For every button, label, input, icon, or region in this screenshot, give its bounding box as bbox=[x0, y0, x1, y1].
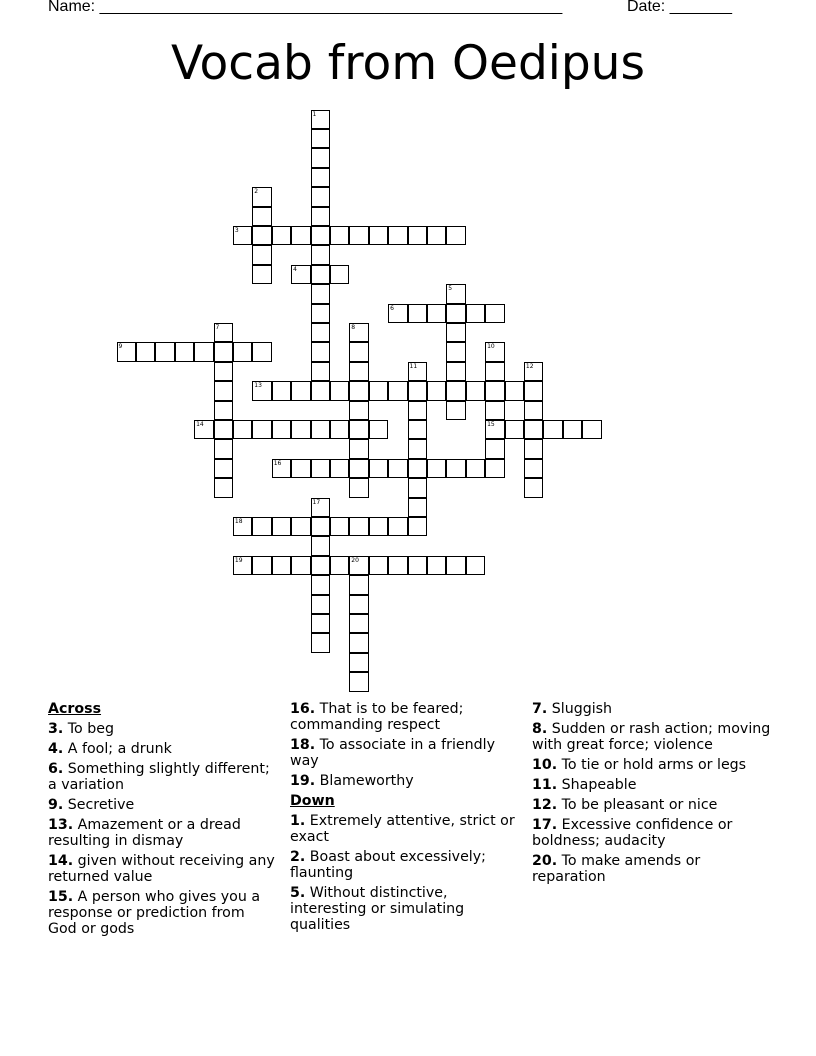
grid-cell[interactable] bbox=[311, 556, 331, 576]
grid-cell[interactable] bbox=[446, 381, 466, 401]
clue-text: To be pleasant or nice bbox=[557, 797, 718, 813]
grid-cell[interactable] bbox=[349, 362, 369, 382]
grid-cell[interactable] bbox=[311, 633, 331, 653]
grid-cell[interactable] bbox=[214, 342, 234, 362]
grid-cell[interactable] bbox=[311, 187, 331, 207]
grid-cell[interactable] bbox=[446, 342, 466, 362]
grid-cell[interactable] bbox=[214, 323, 234, 343]
clue-number: 7. bbox=[532, 701, 548, 717]
cell-number: 17 bbox=[312, 498, 321, 506]
clue-text: A fool; a drunk bbox=[63, 741, 172, 757]
grid-cell[interactable] bbox=[311, 168, 331, 188]
grid-cell[interactable] bbox=[330, 265, 350, 285]
clue-column-1 bbox=[48, 701, 276, 941]
clue-number: 9. bbox=[48, 797, 64, 813]
grid-cell[interactable] bbox=[505, 420, 525, 440]
grid-cell[interactable] bbox=[252, 187, 272, 207]
grid-cell[interactable] bbox=[291, 556, 311, 576]
grid-cell[interactable] bbox=[349, 342, 369, 362]
grid-cell[interactable] bbox=[330, 459, 350, 479]
clue-item bbox=[532, 701, 772, 717]
grid-cell[interactable] bbox=[349, 226, 369, 246]
grid-cell[interactable] bbox=[272, 459, 292, 479]
grid-cell[interactable] bbox=[349, 381, 369, 401]
clue-text: Secretive bbox=[63, 797, 135, 813]
grid-cell[interactable] bbox=[233, 342, 253, 362]
clue-item bbox=[48, 741, 276, 757]
clue-item bbox=[290, 813, 518, 845]
down-clue-list bbox=[290, 813, 518, 933]
grid-cell[interactable] bbox=[291, 517, 311, 537]
cell-number: 3 bbox=[234, 226, 239, 234]
grid-cell[interactable] bbox=[349, 614, 369, 634]
cell-number: 19 bbox=[234, 556, 243, 564]
clue-item bbox=[48, 721, 276, 737]
cell-number: 15 bbox=[487, 420, 495, 428]
grid-cell[interactable] bbox=[485, 459, 505, 479]
grid-cell[interactable] bbox=[408, 517, 428, 537]
grid-cell[interactable] bbox=[214, 362, 234, 382]
grid-cell[interactable] bbox=[291, 420, 311, 440]
grid-cell[interactable] bbox=[408, 478, 428, 498]
grid-cell[interactable] bbox=[291, 381, 311, 401]
clue-number: 3. bbox=[48, 721, 64, 737]
cell-number: 8 bbox=[351, 323, 356, 331]
cell-number: 14 bbox=[196, 420, 204, 428]
clue-item bbox=[290, 849, 518, 881]
grid-cell[interactable] bbox=[563, 420, 583, 440]
clue-text: Sluggish bbox=[547, 701, 613, 717]
grid-cell[interactable] bbox=[214, 420, 234, 440]
grid-cell[interactable] bbox=[543, 420, 563, 440]
cell-number: 11 bbox=[409, 362, 418, 370]
grid-cell[interactable] bbox=[330, 517, 350, 537]
grid-cell[interactable] bbox=[311, 342, 331, 362]
clue-item bbox=[290, 737, 518, 769]
grid-cell[interactable] bbox=[408, 362, 428, 382]
clue-number: 4. bbox=[48, 741, 64, 757]
grid-cell[interactable] bbox=[466, 459, 486, 479]
grid-cell[interactable] bbox=[408, 459, 428, 479]
grid-cell[interactable] bbox=[311, 381, 331, 401]
grid-cell[interactable] bbox=[233, 556, 253, 576]
grid-cell[interactable] bbox=[194, 420, 214, 440]
grid-cell[interactable] bbox=[311, 323, 331, 343]
grid-cell[interactable] bbox=[117, 342, 137, 362]
clue-item bbox=[48, 817, 276, 849]
down-clue-list-continued bbox=[532, 701, 772, 885]
grid-cell[interactable] bbox=[311, 265, 331, 285]
grid-cell[interactable] bbox=[252, 381, 272, 401]
grid-cell[interactable] bbox=[330, 226, 350, 246]
page-title: Vocab from Oedipus bbox=[171, 36, 645, 91]
grid-cell[interactable] bbox=[369, 420, 389, 440]
clue-item bbox=[48, 761, 276, 793]
grid-cell[interactable] bbox=[524, 401, 544, 421]
cell-number: 2 bbox=[254, 188, 259, 196]
grid-cell[interactable] bbox=[446, 556, 466, 576]
cell-number: 1 bbox=[312, 110, 317, 118]
grid-cell[interactable] bbox=[369, 226, 389, 246]
grid-cell[interactable] bbox=[214, 439, 234, 459]
grid-cell[interactable] bbox=[311, 304, 331, 324]
clue-text: given without receiving any returned value bbox=[48, 853, 275, 885]
grid-cell[interactable] bbox=[136, 342, 156, 362]
clue-number: 10. bbox=[532, 757, 558, 773]
grid-cell[interactable] bbox=[311, 362, 331, 382]
clue-item bbox=[48, 797, 276, 813]
cell-number: 10 bbox=[487, 343, 495, 351]
grid-cell[interactable] bbox=[291, 226, 311, 246]
grid-cell[interactable] bbox=[291, 459, 311, 479]
clue-number: 19. bbox=[290, 773, 316, 789]
grid-cell[interactable] bbox=[349, 653, 369, 673]
grid-cell[interactable] bbox=[311, 614, 331, 634]
grid-cell[interactable] bbox=[349, 439, 369, 459]
grid-cell[interactable] bbox=[446, 226, 466, 246]
clue-text: Extremely attentive, strict or exact bbox=[290, 813, 515, 845]
grid-cell[interactable] bbox=[214, 381, 234, 401]
clue-number: 6. bbox=[48, 761, 64, 777]
grid-cell[interactable] bbox=[252, 207, 272, 227]
grid-cell[interactable] bbox=[233, 226, 253, 246]
clue-text: Blameworthy bbox=[315, 773, 414, 789]
grid-cell[interactable] bbox=[485, 401, 505, 421]
grid-cell[interactable] bbox=[214, 459, 234, 479]
clue-text: To make amends or reparation bbox=[532, 853, 701, 885]
grid-cell[interactable] bbox=[233, 517, 253, 537]
clue-item bbox=[532, 721, 772, 753]
grid-cell[interactable] bbox=[408, 420, 428, 440]
grid-cell[interactable] bbox=[291, 265, 311, 285]
grid-cell[interactable] bbox=[252, 420, 272, 440]
grid-cell[interactable] bbox=[311, 595, 331, 615]
grid-cell[interactable] bbox=[408, 401, 428, 421]
grid-cell[interactable] bbox=[311, 459, 331, 479]
grid-cell[interactable] bbox=[446, 323, 466, 343]
grid-cell[interactable] bbox=[466, 556, 486, 576]
clue-number: 8. bbox=[532, 721, 548, 737]
grid-cell[interactable] bbox=[485, 304, 505, 324]
clue-number: 5. bbox=[290, 885, 306, 901]
grid-cell[interactable] bbox=[272, 517, 292, 537]
clue-text: That is to be feared; commanding respect bbox=[290, 701, 464, 733]
across-clue-list-continued bbox=[290, 701, 518, 789]
grid-cell[interactable] bbox=[311, 148, 331, 168]
clue-item bbox=[290, 701, 518, 733]
clue-number: 2. bbox=[290, 849, 306, 865]
grid-cell[interactable] bbox=[524, 459, 544, 479]
grid-cell[interactable] bbox=[311, 536, 331, 556]
cell-number: 9 bbox=[118, 343, 123, 351]
clue-item bbox=[290, 885, 518, 933]
grid-cell[interactable] bbox=[311, 284, 331, 304]
grid-cell[interactable] bbox=[272, 420, 292, 440]
clue-text: To beg bbox=[63, 721, 114, 737]
clue-number: 13. bbox=[48, 817, 74, 833]
grid-cell[interactable] bbox=[214, 478, 234, 498]
grid-cell[interactable] bbox=[446, 401, 466, 421]
grid-cell[interactable] bbox=[388, 226, 408, 246]
clue-number: 18. bbox=[290, 737, 316, 753]
name-field: Name: ____________________________________________________ bbox=[48, 0, 563, 15]
grid-cell[interactable] bbox=[408, 498, 428, 518]
grid-cell[interactable] bbox=[408, 304, 428, 324]
grid-cell[interactable] bbox=[349, 478, 369, 498]
grid-cell[interactable] bbox=[369, 556, 389, 576]
grid-cell[interactable] bbox=[388, 304, 408, 324]
grid-cell[interactable] bbox=[349, 575, 369, 595]
clue-number: 11. bbox=[532, 777, 558, 793]
grid-cell[interactable] bbox=[408, 556, 428, 576]
clue-text: Something slightly different; a variation bbox=[48, 761, 270, 793]
grid-cell[interactable] bbox=[408, 226, 428, 246]
grid-cell[interactable] bbox=[388, 459, 408, 479]
grid-cell[interactable] bbox=[252, 226, 272, 246]
grid-cell[interactable] bbox=[349, 459, 369, 479]
grid-cell[interactable] bbox=[446, 362, 466, 382]
clue-text: To associate in a friendly way bbox=[290, 737, 495, 769]
clue-item bbox=[532, 817, 772, 849]
grid-cell[interactable] bbox=[349, 420, 369, 440]
grid-cell[interactable] bbox=[446, 284, 466, 304]
grid-cell[interactable] bbox=[214, 401, 234, 421]
clue-item bbox=[532, 797, 772, 813]
clue-item bbox=[532, 757, 772, 773]
grid-cell[interactable] bbox=[311, 420, 331, 440]
cell-number: 13 bbox=[254, 382, 262, 390]
grid-cell[interactable] bbox=[311, 498, 331, 518]
clue-item bbox=[532, 853, 772, 885]
grid-cell[interactable] bbox=[369, 381, 389, 401]
grid-cell[interactable] bbox=[252, 342, 272, 362]
clue-text: To tie or hold arms or legs bbox=[557, 757, 747, 773]
grid-cell[interactable] bbox=[194, 342, 214, 362]
clue-column-2 bbox=[290, 701, 518, 937]
grid-cell[interactable] bbox=[369, 517, 389, 537]
grid-cell[interactable] bbox=[349, 517, 369, 537]
grid-cell[interactable] bbox=[485, 381, 505, 401]
grid-cell[interactable] bbox=[349, 556, 369, 576]
grid-cell[interactable] bbox=[485, 342, 505, 362]
cell-number: 18 bbox=[234, 517, 243, 525]
clue-item bbox=[48, 889, 276, 937]
clue-text: Excessive confidence or boldness; audacity bbox=[532, 817, 733, 849]
cell-number: 4 bbox=[293, 265, 297, 273]
across-clue-list bbox=[48, 721, 276, 937]
grid-cell[interactable] bbox=[505, 381, 525, 401]
clue-number: 12. bbox=[532, 797, 558, 813]
clue-number: 14. bbox=[48, 853, 74, 869]
grid-cell[interactable] bbox=[252, 556, 272, 576]
clue-text: Amazement or a dread resulting in dismay bbox=[48, 817, 241, 849]
clue-number: 17. bbox=[532, 817, 558, 833]
grid-cell[interactable] bbox=[408, 381, 428, 401]
clue-text: Without distinctive, interesting or simulating qualities bbox=[290, 885, 465, 933]
grid-cell[interactable] bbox=[311, 207, 331, 227]
grid-cell[interactable] bbox=[427, 226, 447, 246]
clue-column-3 bbox=[532, 701, 772, 889]
grid-cell[interactable] bbox=[349, 323, 369, 343]
cell-number: 12 bbox=[525, 362, 534, 370]
clue-number: 20. bbox=[532, 853, 558, 869]
clue-number: 16. bbox=[290, 701, 316, 717]
grid-cell[interactable] bbox=[252, 265, 272, 285]
grid-cell[interactable] bbox=[175, 342, 195, 362]
grid-cell[interactable] bbox=[349, 401, 369, 421]
grid-cell[interactable] bbox=[311, 245, 331, 265]
grid-cell[interactable] bbox=[311, 226, 331, 246]
cell-number: 6 bbox=[390, 304, 394, 312]
grid-cell[interactable] bbox=[330, 420, 350, 440]
grid-cell[interactable] bbox=[349, 672, 369, 692]
grid-cell[interactable] bbox=[233, 420, 253, 440]
grid-cell[interactable] bbox=[272, 556, 292, 576]
cell-number: 20 bbox=[351, 556, 359, 564]
clue-number: 15. bbox=[48, 889, 74, 905]
grid-cell[interactable] bbox=[272, 381, 292, 401]
cell-number: 16 bbox=[273, 459, 282, 467]
cell-number: 5 bbox=[448, 285, 453, 293]
grid-cell[interactable] bbox=[466, 304, 486, 324]
grid-cell[interactable] bbox=[408, 439, 428, 459]
grid-cell[interactable] bbox=[369, 459, 389, 479]
grid-cell[interactable] bbox=[252, 245, 272, 265]
grid-cell[interactable] bbox=[349, 633, 369, 653]
clue-text: Sudden or rash action; moving with great force; violence bbox=[532, 721, 771, 753]
clue-text: Shapeable bbox=[557, 777, 637, 793]
grid-cell[interactable] bbox=[155, 342, 175, 362]
grid-cell[interactable] bbox=[427, 556, 447, 576]
clue-text: Boast about excessively; flaunting bbox=[290, 849, 486, 881]
grid-cell[interactable] bbox=[485, 362, 505, 382]
grid-cell[interactable] bbox=[388, 381, 408, 401]
clue-item bbox=[48, 853, 276, 885]
grid-cell[interactable] bbox=[485, 439, 505, 459]
grid-cell[interactable] bbox=[311, 110, 331, 130]
grid-cell[interactable] bbox=[524, 381, 544, 401]
grid-cell[interactable] bbox=[446, 459, 466, 479]
grid-cell[interactable] bbox=[349, 595, 369, 615]
grid-cell[interactable] bbox=[582, 420, 602, 440]
grid-cell[interactable] bbox=[485, 420, 505, 440]
grid-cell[interactable] bbox=[466, 381, 486, 401]
grid-cell[interactable] bbox=[388, 517, 408, 537]
grid-cell[interactable] bbox=[311, 517, 331, 537]
clue-number: 1. bbox=[290, 813, 306, 829]
grid-cell[interactable] bbox=[427, 304, 447, 324]
grid-cell[interactable] bbox=[330, 556, 350, 576]
grid-cell[interactable] bbox=[524, 362, 544, 382]
date-field: Date: _______ bbox=[627, 0, 732, 15]
grid-cell[interactable] bbox=[252, 517, 272, 537]
clue-text: A person who gives you a response or prediction from God or gods bbox=[48, 889, 261, 937]
cell-number: 7 bbox=[215, 323, 220, 331]
grid-cell[interactable] bbox=[311, 129, 331, 149]
grid-cell[interactable] bbox=[330, 381, 350, 401]
grid-cell[interactable] bbox=[524, 478, 544, 498]
clue-item bbox=[290, 773, 518, 789]
down-heading: Down bbox=[290, 793, 335, 809]
grid-cell[interactable] bbox=[427, 381, 447, 401]
grid-cell[interactable] bbox=[524, 439, 544, 459]
grid-cell[interactable] bbox=[388, 556, 408, 576]
grid-cell[interactable] bbox=[272, 226, 292, 246]
grid-cell[interactable] bbox=[446, 304, 466, 324]
across-heading: Across bbox=[48, 701, 102, 717]
grid-cell[interactable] bbox=[311, 575, 331, 595]
grid-cell[interactable] bbox=[524, 420, 544, 440]
clue-item bbox=[532, 777, 772, 793]
grid-cell[interactable] bbox=[427, 459, 447, 479]
